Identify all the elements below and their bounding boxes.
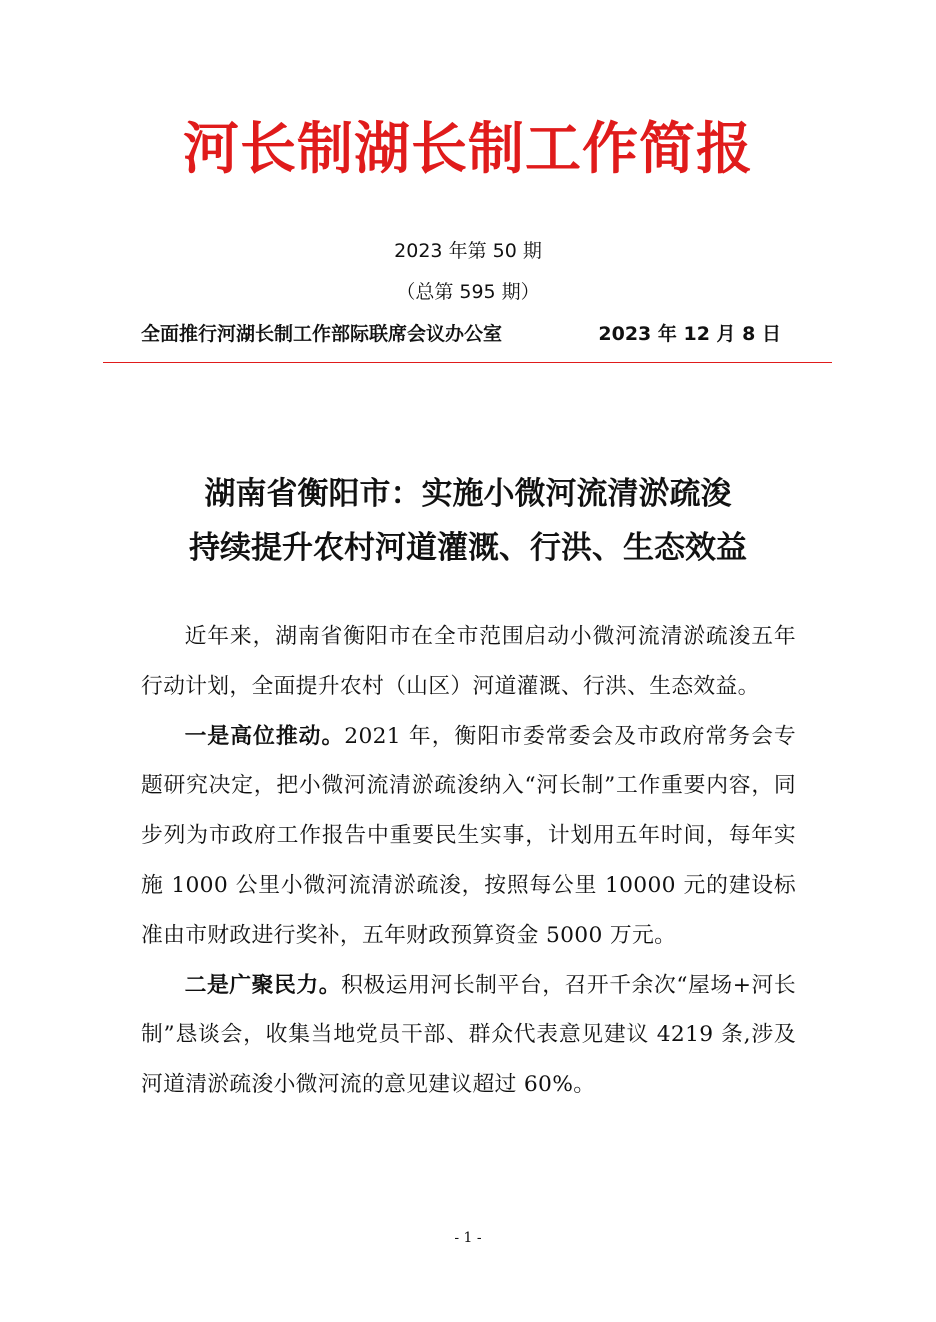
issuing-office: 全面推行河湖长制工作部际联席会议办公室 [141, 323, 503, 345]
total-issue-number: （总第 595 期） [396, 281, 540, 303]
paragraph-high-level-promotion [141, 712, 796, 961]
paragraph-text: 积极运用河长制平台，召开千余次“屋场+河长制”恳谈会，收集当地党员干部、群众代表意见建议 4219 条,涉及河道清淤疏浚小微河流的意见建议超过 60%。 [141, 972, 796, 1098]
issuer-row [141, 319, 781, 349]
issue-date: 2023 年 12 月 8 日 [598, 323, 781, 345]
paragraph-text: 2021 年，衡阳市委常委会及市政府常务会专题研究决定，把小微河流清淤疏浚纳入“河长制”工作重要内容，同步列为市政府工作报告中重要民生实事，计划用五年时间，每年实施 1000 公里小微河流清淤疏浚，按照每公里 10000 元的建设标准由市财政进行奖补，五年财政预算资金 5000 万元。 [141, 723, 796, 948]
paragraph-text: 近年来，湖南省衡阳市在全市范围启动小微河流清淤疏浚五年行动计划，全面提升农村（山区）河道灌溉、行洪、生态效益。 [141, 624, 796, 699]
issue-number: 2023 年第 50 期 [394, 240, 542, 262]
paragraph-lead: 二是广聚民力。 [184, 972, 342, 998]
article-title-line-1: 湖南省衡阳市：实施小微河流清淤疏浚 [204, 476, 732, 512]
page-number: - 1 - [454, 1230, 482, 1246]
article-body [141, 612, 796, 1110]
masthead-divider [103, 362, 832, 363]
paragraph-lead: 一是高位推动。 [184, 723, 345, 749]
paragraph-intro [141, 612, 796, 712]
bulletin-masthead: 河长制湖长制工作简报 [183, 117, 753, 182]
article-title-line-2: 持续提升农村河道灌溉、行洪、生态效益 [189, 530, 747, 566]
paragraph-public-participation [141, 961, 796, 1110]
